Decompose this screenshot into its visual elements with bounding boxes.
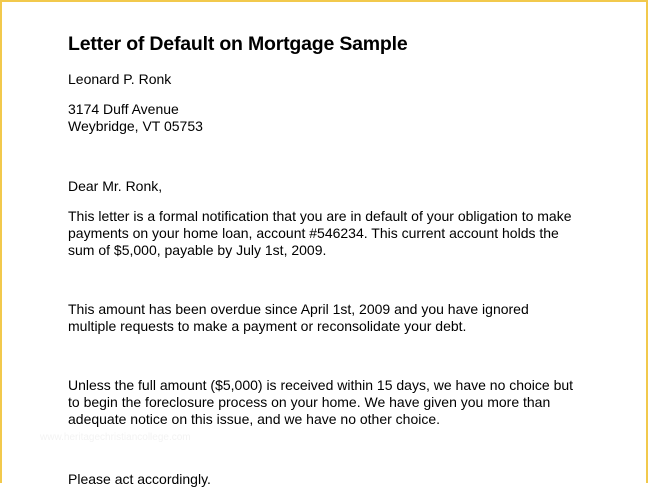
address-line-1: 3174 Duff Avenue (68, 101, 179, 117)
paragraph-2-line: multiple requests to make a payment or reconsolidate your debt. (68, 318, 467, 334)
paragraph-1-line: sum of $5,000, payable by July 1st, 2009. (68, 242, 327, 258)
paragraph-3-line: Unless the full amount ($5,000) is received within 15 days, we have no choice but (68, 377, 574, 393)
paragraph-2 (68, 301, 588, 335)
paragraph-3-line: adequate notice on this issue, and we have no other choice. (68, 411, 441, 427)
watermark: www.heritagechristiancollege.com (40, 432, 191, 443)
paragraph-1-line: payments on your home loan, account #546234. This current account holds the (68, 225, 559, 241)
paragraph-3-line: to begin the foreclosure process on your home. We have given you more than (68, 394, 551, 410)
address-line-2: Weybridge, VT 05753 (68, 118, 203, 134)
paragraph-3 (68, 377, 588, 428)
letter-title: Letter of Default on Mortgage Sample (68, 33, 408, 55)
paragraph-1 (68, 208, 588, 259)
closing-line: Please act accordingly. (68, 471, 211, 487)
paragraph-1-line: This letter is a formal notification that you are in default of your obligation to make (68, 208, 572, 224)
recipient-name: Leonard P. Ronk (68, 71, 172, 87)
paragraph-2-line: This amount has been overdue since April 1st, 2009 and you have ignored (68, 301, 529, 317)
salutation: Dear Mr. Ronk, (68, 178, 163, 194)
